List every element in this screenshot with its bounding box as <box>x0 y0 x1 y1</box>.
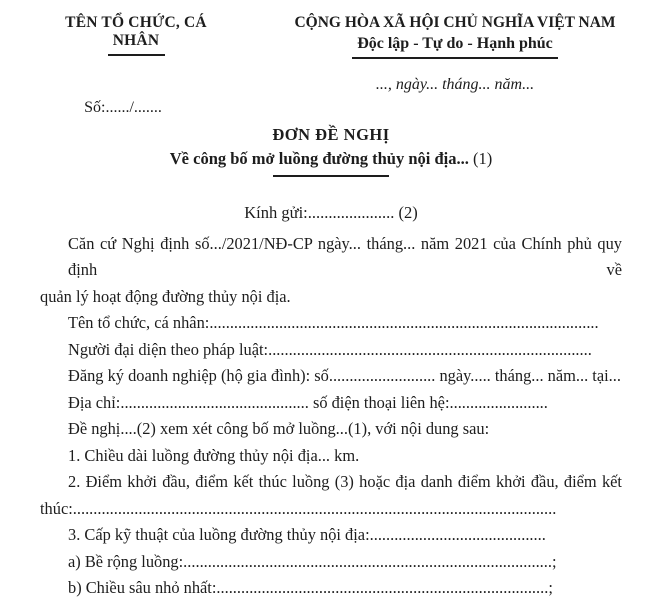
org-name-line <box>40 310 622 337</box>
item-3-line <box>40 522 622 549</box>
national-header-block <box>288 14 622 117</box>
representative-label: Người đại diện theo pháp luật: <box>68 339 269 359</box>
address-line <box>40 390 622 417</box>
place-date-line: ..., ngày... tháng... năm... <box>375 76 535 93</box>
item-3-label: 3. Cấp kỹ thuật của luồng đường thủy nội địa: <box>68 525 370 544</box>
item-2-line: 2. Điểm khởi đầu, điểm kết thúc luồng (3) hoặc địa danh điểm khởi đầu, điểm kết <box>68 472 622 491</box>
item-3b-label: b) Chiều sâu nhỏ nhất: <box>68 578 217 597</box>
form-subject <box>40 149 622 169</box>
item-3a-label: a) Bề rộng luồng: <box>68 551 184 571</box>
phone-dotted-field: ........................ <box>449 392 548 412</box>
sender-block <box>40 14 232 117</box>
item-3a-line <box>40 549 622 576</box>
title-block <box>40 125 622 177</box>
legal-basis-line-1: Căn cứ Nghị định số.../2021/NĐ-CP ngày... tháng... năm 2021 của Chính phủ quy định về <box>68 233 622 279</box>
salutation-line: Kính gửi:..................... (2) <box>244 202 418 222</box>
document-header <box>40 14 622 117</box>
org-underline <box>108 54 165 56</box>
body-block <box>40 231 622 602</box>
reference-number: Số:....../....... <box>84 99 162 116</box>
item-2-dotted-field: ...................................................................................................................... <box>72 498 557 518</box>
item-3b-dotted-field: ................................................................................. <box>216 578 549 597</box>
request-line: Đề nghị....(2) xem xét công bố mở luồng...(1), với nội dung sau: <box>68 419 490 438</box>
legal-basis-line-2: quản lý hoạt động đường thủy nội địa. <box>40 286 291 306</box>
motto-underline <box>352 57 558 59</box>
org-name-dotted-field: ............................................................................................... <box>209 313 599 332</box>
business-registration-line: Đăng ký doanh nghiệp (hộ gia đình): số.......................... ngày..... tháng... năm... tại... <box>68 366 621 385</box>
item-2-continuation-label: thúc: <box>40 498 73 518</box>
national-title: CỘNG HÒA XÃ HỘI CHỦ NGHĨA VIỆT NAM <box>294 14 616 31</box>
item-3a-dotted-field: .......................................................................................... <box>183 551 552 571</box>
phone-label: số điện thoại liên hệ: <box>308 392 450 412</box>
form-subject-ref: (1) <box>473 149 493 168</box>
address-label: Địa chỉ: <box>68 392 121 412</box>
item-1-line: 1. Chiều dài luồng đường thủy nội địa... km. <box>68 445 360 465</box>
item-3b-line <box>40 575 622 602</box>
org-name-label: Tên tổ chức, cá nhân: <box>68 313 210 332</box>
item-3-dotted-field: ........................................... <box>369 525 546 544</box>
item-2-continuation-line <box>40 496 622 523</box>
item-3b-semicolon: ; <box>548 578 553 597</box>
form-subject-text: Về công bố mở luồng đường thủy nội địa... <box>169 149 473 168</box>
form-title: ĐƠN ĐỀ NGHỊ <box>272 125 390 144</box>
representative-dotted-field: ............................................................................... <box>268 339 592 359</box>
national-motto: Độc lập - Tự do - Hạnh phúc <box>357 35 553 52</box>
representative-line <box>40 337 622 364</box>
address-dotted-field: .............................................. <box>120 392 309 412</box>
subject-underline <box>273 175 389 177</box>
item-3a-semicolon: ; <box>551 551 557 571</box>
org-title: TÊN TỔ CHỨC, CÁ NHÂN <box>65 14 207 49</box>
